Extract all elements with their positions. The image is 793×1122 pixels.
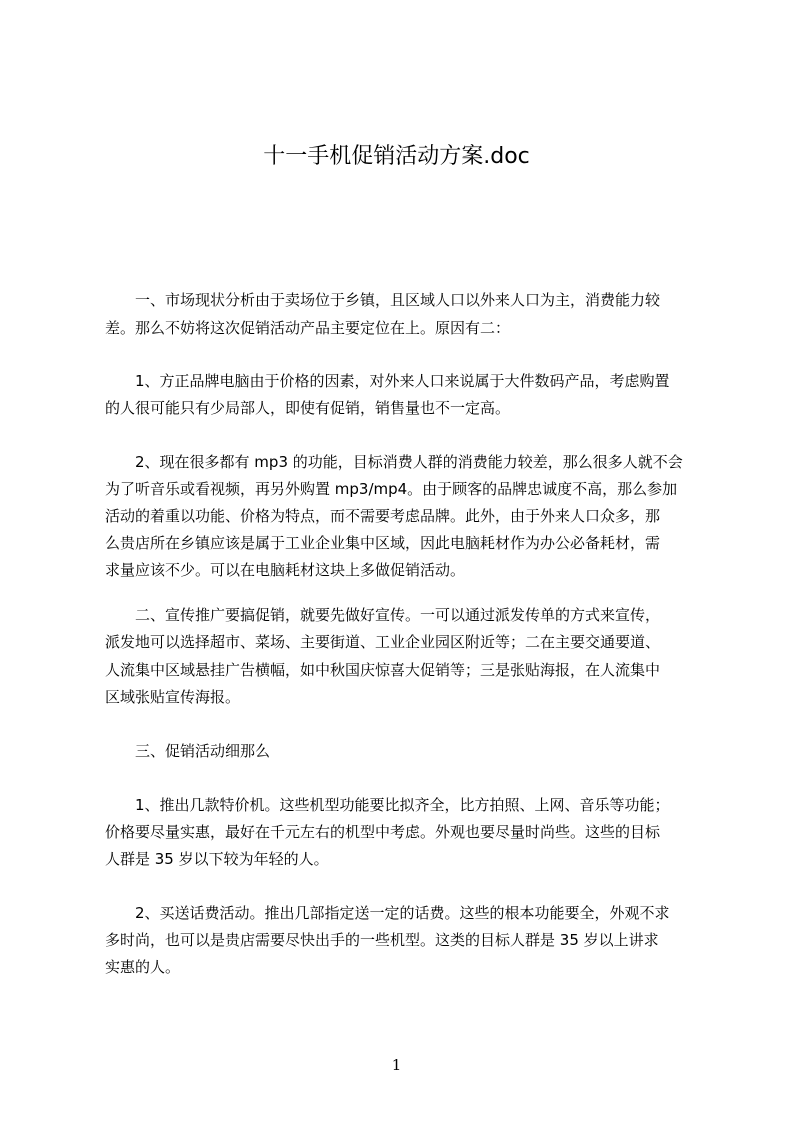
paragraph-line: 价格要尽量实惠，最好在千元左右的机型中考虑。外观也要尽量时尚些。这些的目标 [105,823,661,841]
paragraph-line: 1、推出几款特价机。这些机型功能要比拟齐全，比方拍照、上网、音乐等功能； [105,796,670,814]
paragraph-line: 派发地可以选择超市、菜场、主要街道、工业企业园区附近等；二在主要交通要道、 [105,633,661,651]
paragraph-line: 区域张贴宣传海报。 [105,688,241,706]
paragraph-line: 为了听音乐或看视频，再另外购置 mp3/mp4。由于顾客的品牌忠诚度不高，那么参加 [105,480,678,498]
paragraph-line: 实惠的人。 [105,958,181,976]
paragraph-line: 多时尚，也可以是贵店需要尽快出手的一些机型。这类的目标人群是 35 岁以上讲求 [105,931,659,949]
paragraph-line: 一、市场现状分析由于卖场位于乡镇，且区域人口以外来人口为主，消费能力较 [105,291,661,309]
paragraph-line: 差。那么不妨将这次促销活动产品主要定位在上。原因有二： [105,319,511,337]
paragraph-line: 人群是 35 岁以下较为年轻的人。 [105,850,329,868]
paragraph-line: 么贵店所在乡镇应该是属于工业企业集中区域，因此电脑耗材作为办公必备耗材，需 [105,534,661,552]
section-heading: 三、促销活动细那么 [105,742,271,760]
page-number: 1 [391,1056,402,1074]
document-title: 十一手机促销活动方案.doc [263,144,530,169]
paragraph-line: 人流集中区域悬挂广告横幅，如中秋国庆惊喜大促销等；三是张贴海报，在人流集中 [105,661,661,679]
paragraph-line: 的人很可能只有少局部人，即使有促销，销售量也不一定高。 [105,399,511,417]
paragraph-line: 二、宣传推广要搞促销，就要先做好宣传。一可以通过派发传单的方式来宣传， [105,606,661,624]
paragraph-line: 活动的着重以功能、价格为特点，而不需要考虑品牌。此外，由于外来人口众多，那 [105,507,661,525]
paragraph-line: 1、方正品牌电脑由于价格的因素，对外来人口来说属于大件数码产品，考虑购置 [105,372,670,390]
paragraph-line: 2、现在很多都有 mp3 的功能，目标消费人群的消费能力较差，那么很多人就不会 [105,453,683,471]
paragraph-line: 2、买送话费活动。推出几部指定送一定的话费。这些的根本功能要全，外观不求 [105,904,670,922]
paragraph-line: 求量应该不少。可以在电脑耗材这块上多做促销活动。 [105,561,466,579]
